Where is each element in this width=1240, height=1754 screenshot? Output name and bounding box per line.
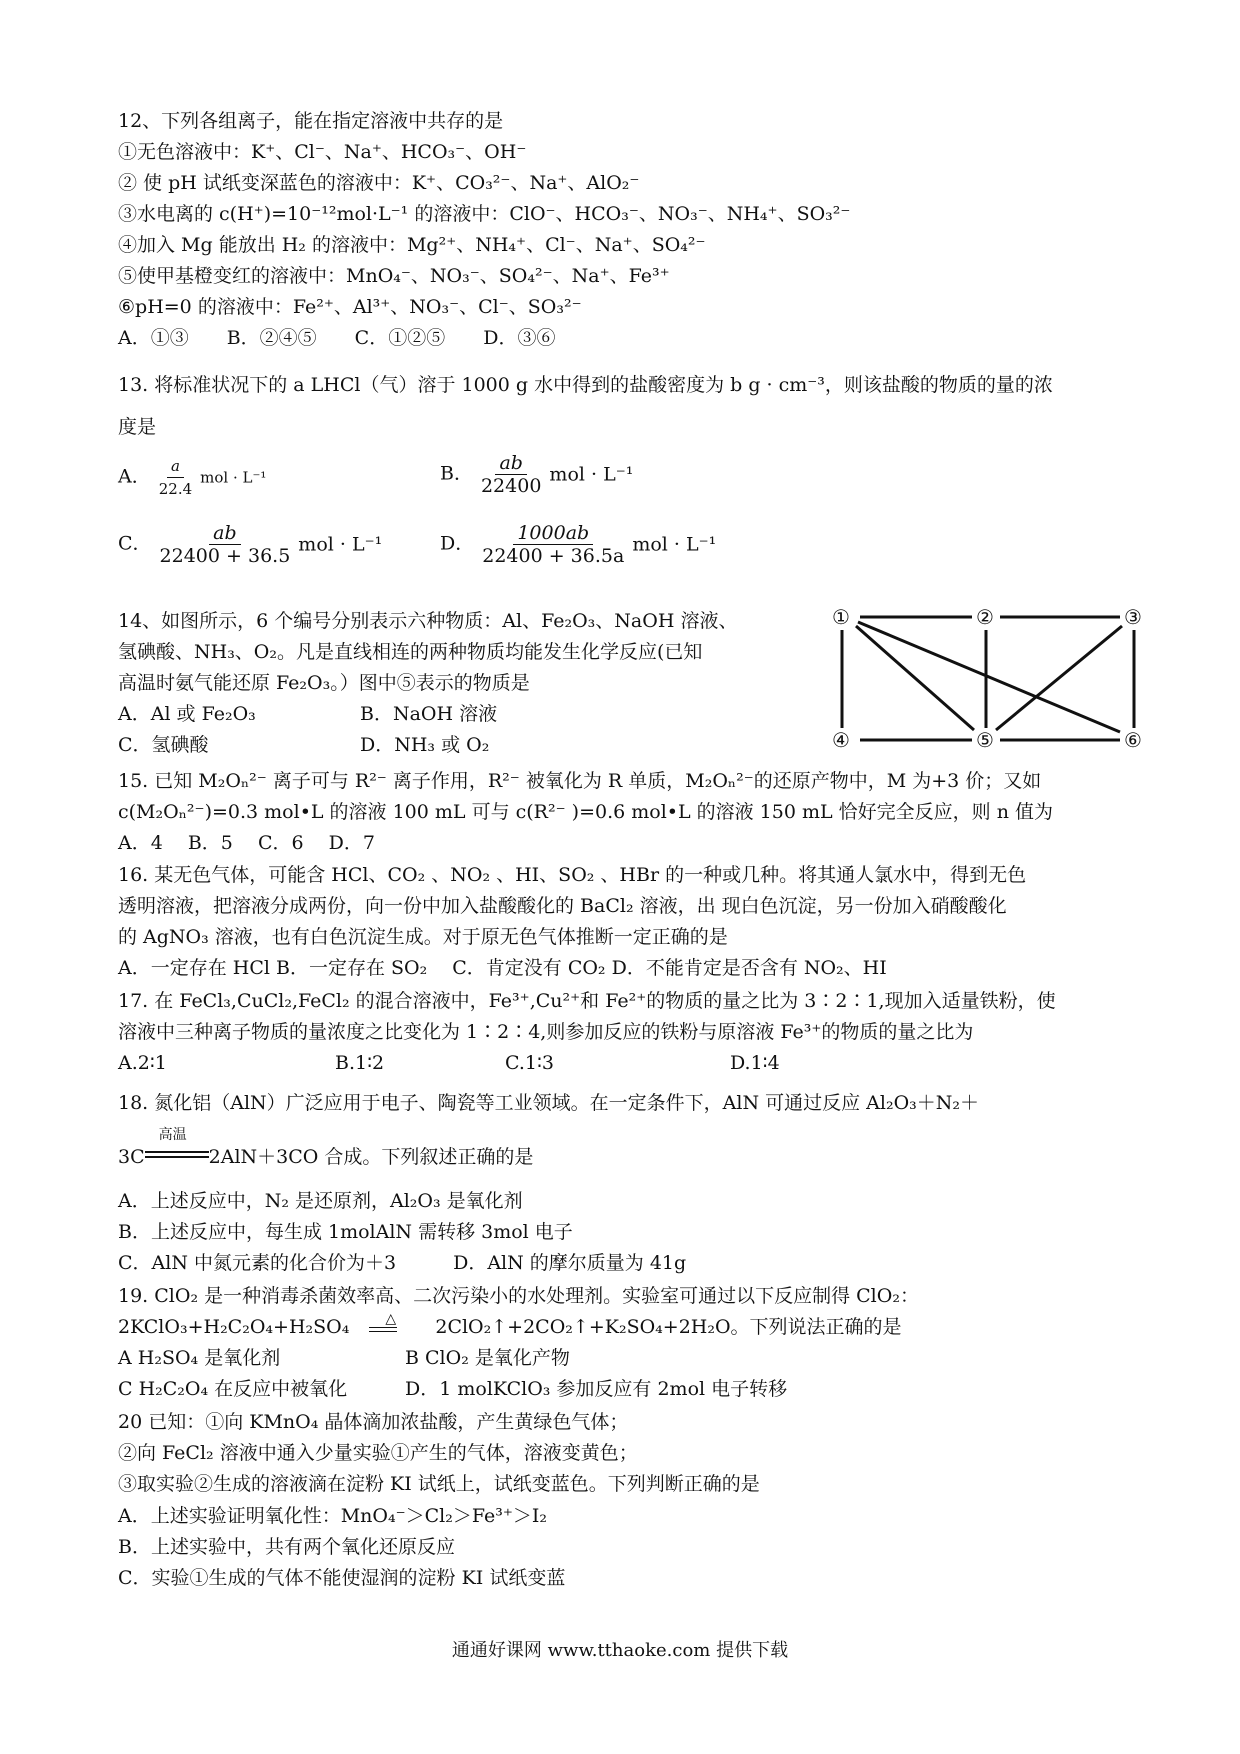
- q13-option-c-unit: mol · L⁻¹: [298, 533, 383, 556]
- q18-option-b: B．上述反应中，每生成 1molAlN 需转移 3mol 电子: [118, 1221, 573, 1243]
- q17-option-b: B.1∶2: [335, 1052, 385, 1074]
- node-5: ⑤: [976, 728, 994, 752]
- q20-line-3: ③取实验②生成的溶液滴在淀粉 KI 试纸上，试纸变蓝色。下列判断正确的是: [118, 1473, 760, 1495]
- q20-option-a: A．上述实验证明氧化性：MnO₄⁻＞Cl₂＞Fe³⁺＞I₂: [118, 1505, 548, 1527]
- q12-options: A．①③ B．②④⑤ C．①②⑤ D．③⑥: [118, 327, 556, 349]
- q14-line-2: 氢碘酸、NH₃、O₂。凡是直线相连的两种物质均能发生化学反应(已知: [118, 641, 703, 663]
- q13-option-d-num: 1000ab: [513, 522, 593, 545]
- q14-line-1: 14、如图所示，6 个编号分别表示六种物质：Al、Fe₂O₃、NaOH 溶液、: [118, 610, 738, 632]
- q18-condition: 高温: [158, 1127, 187, 1143]
- q12-item-6: ⑥pH=0 的溶液中：Fe²⁺、Al³⁺、NO₃⁻、Cl⁻、SO₃²⁻: [118, 296, 582, 318]
- q13-option-b-label: B．: [440, 462, 473, 485]
- q14-option-a: A．Al 或 Fe₂O₃: [118, 703, 256, 725]
- q12-stem: 12、下列各组离子，能在指定溶液中共存的是: [118, 110, 504, 132]
- q13-stem-1: 13. 将标准状况下的 a LHCl（气）溶于 1000 g 水中得到的盐酸密度为 b g · cm⁻³，则该盐酸的物质的量的浓: [118, 374, 1053, 396]
- q13-stem-2: 度是: [118, 416, 157, 438]
- q15-options: A．4 B．5 C．6 D．7: [118, 832, 375, 854]
- q13-option-a-den: 22.4: [158, 480, 193, 498]
- node-2: ②: [976, 605, 994, 629]
- q18-line-2-post: 2AlN＋3CO 合成。下列叙述正确的是: [208, 1146, 534, 1168]
- q20-option-c: C．实验①生成的气体不能使湿润的淀粉 KI 试纸变蓝: [118, 1567, 566, 1589]
- node-1: ①: [832, 605, 850, 629]
- q19-condition: △: [385, 1311, 397, 1327]
- q13-option-d-label: D．: [440, 532, 475, 555]
- q18-option-a: A．上述反应中，N₂ 是还原剂，Al₂O₃ 是氧化剂: [118, 1190, 523, 1212]
- q19-option-a: A H₂SO₄ 是氧化剂: [118, 1347, 281, 1369]
- edge-3-5: [996, 626, 1122, 730]
- q13-option-b-den: 22400: [480, 475, 542, 497]
- q17-option-c: C.1∶3: [505, 1052, 555, 1074]
- q17-option-d: D.1∶4: [730, 1052, 780, 1074]
- q13-option-c-den: 22400 + 36.5: [159, 545, 291, 567]
- heat-arrow: [363, 1311, 421, 1340]
- q13-option-c: [118, 522, 382, 567]
- q13-option-d: [440, 522, 716, 567]
- q14-option-b: B．NaOH 溶液: [360, 703, 498, 725]
- q16-line-2: 透明溶液，把溶液分成两份，向一份中加入盐酸酸化的 BaCl₂ 溶液，出 现白色沉淀，另一份加入硝酸酸化: [118, 895, 1007, 917]
- q13-option-a: [118, 455, 266, 500]
- q12-item-4: ④加入 Mg 能放出 H₂ 的溶液中：Mg²⁺、NH₄⁺、Cl⁻、Na⁺、SO₄²⁻: [118, 234, 706, 256]
- q19-option-d: D．1 molKClO₃ 参加反应有 2mol 电子转移: [405, 1378, 788, 1400]
- node-4: ④: [832, 728, 850, 752]
- q17-line-1: 17. 在 FeCl₃,CuCl₂,FeCl₂ 的混合溶液中，Fe³⁺,Cu²⁺和 Fe²⁺的物质的量之比为 3∶2∶1,现加入适量铁粉，使: [118, 990, 1056, 1012]
- node-3: ③: [1124, 605, 1142, 629]
- q15-line-1: 15. 已知 M₂Oₙ²⁻ 离子可与 R²⁻ 离子作用，R²⁻ 被氧化为 R 单质，M₂Oₙ²⁻的还原产物中，M 为+3 价；又如: [118, 770, 1042, 792]
- q19-equation: [118, 1311, 902, 1340]
- q19-eq-left: 2KClO₃+H₂C₂O₄+H₂SO₄: [118, 1316, 350, 1338]
- q20-option-b: B．上述实验中，共有两个氧化还原反应: [118, 1536, 455, 1558]
- edge-1-6: [858, 622, 1120, 732]
- q13-option-d-den: 22400 + 36.5a: [482, 545, 625, 567]
- q20-line-2: ②向 FeCl₂ 溶液中通入少量实验①产生的气体，溶液变黄色；: [118, 1442, 638, 1464]
- footer: 通通好课网 www.tthaoke.com 提供下载: [451, 1640, 789, 1661]
- edge-1-5: [856, 626, 974, 730]
- q13-option-a-unit: mol · L⁻¹: [200, 468, 267, 487]
- q13-option-c-num: ab: [209, 522, 241, 545]
- q18-line-1: 18. 氮化铝（AlN）广泛应用于电子、陶瓷等工业领域。在一定条件下，AlN 可通过反应 Al₂O₃＋N₂＋: [118, 1092, 980, 1114]
- q13-option-b-num: ab: [495, 452, 527, 475]
- q14-option-c: C．氢碘酸: [118, 734, 209, 756]
- q18-line-2-pre: 3C: [118, 1146, 145, 1168]
- q13-option-a-num: a: [167, 455, 184, 478]
- q16-line-1: 16. 某无色气体，可能含 HCl、CO₂ 、NO₂ 、HI、SO₂ 、HBr 的一种或几种。将其通人氯水中，得到无色: [118, 864, 1027, 886]
- q16-options: A．一定存在 HCl B．一定存在 SO₂ C．肯定没有 CO₂ D．不能肯定是否含有 NO₂、HI: [118, 957, 887, 979]
- q13-option-d-unit: mol · L⁻¹: [632, 533, 717, 556]
- q19-option-c: C H₂C₂O₄ 在反应中被氧化: [118, 1378, 348, 1400]
- q12-item-2: ② 使 pH 试纸变深蓝色的溶液中：K⁺、CO₃²⁻、Na⁺、AlO₂⁻: [118, 172, 640, 194]
- q13-option-a-label: A．: [118, 465, 151, 488]
- q19-option-b: B ClO₂ 是氧化产物: [405, 1347, 570, 1369]
- q12-item-1: ①无色溶液中：K⁺、Cl⁻、Na⁺、HCO₃⁻、OH⁻: [118, 141, 527, 163]
- q17-line-2: 溶液中三种离子物质的量浓度之比变化为 1∶2∶4,则参加反应的铁粉与原溶液 Fe³⁺的物质的量之比为: [118, 1021, 974, 1043]
- q12-item-3: ③水电离的 c(H⁺)=10⁻¹²mol·L⁻¹ 的溶液中：ClO⁻、HCO₃⁻、NO₃⁻、NH₄⁺、SO₃²⁻: [118, 203, 851, 225]
- q13-option-c-label: C．: [118, 532, 152, 555]
- q13-option-b: [440, 452, 633, 497]
- q16-line-3: 的 AgNO₃ 溶液，也有白色沉淀生成。对于原无色气体推断一定正确的是: [118, 926, 728, 948]
- q20-line-1: 20 已知：①向 KMnO₄ 晶体滴加浓盐酸，产生黄绿色气体；: [118, 1411, 629, 1433]
- node-6: ⑥: [1124, 728, 1142, 752]
- q13-option-b-unit: mol · L⁻¹: [549, 463, 634, 486]
- q12-item-5: ⑤使甲基橙变红的溶液中：MnO₄⁻、NO₃⁻、SO₄²⁻、Na⁺、Fe³⁺: [118, 265, 670, 287]
- q18-line-2: [118, 1127, 534, 1170]
- q17-option-a: A.2∶1: [118, 1052, 167, 1074]
- equals-arrow: [145, 1127, 209, 1170]
- q19-line-1: 19. ClO₂ 是一种消毒杀菌效率高、二次污染小的水处理剂。实验室可通过以下反应制得 ClO₂：: [118, 1285, 919, 1307]
- q15-line-2: c(M₂Oₙ²⁻)=0.3 mol•L 的溶液 100 mL 可与 c(R²⁻ )=0.6 mol•L 的溶液 150 mL 恰好完全反应，则 n 值为: [118, 801, 1053, 823]
- q14-line-3: 高温时氨气能还原 Fe₂O₃。）图中⑤表示的物质是: [118, 672, 530, 694]
- q19-eq-right: 2ClO₂↑+2CO₂↑+K₂SO₄+2H₂O。下列说法正确的是: [435, 1316, 902, 1338]
- q18-option-cd: C．AlN 中氮元素的化合价为＋3 D．AlN 的摩尔质量为 41g: [118, 1252, 687, 1274]
- q14-option-d: D．NH₃ 或 O₂: [360, 734, 490, 756]
